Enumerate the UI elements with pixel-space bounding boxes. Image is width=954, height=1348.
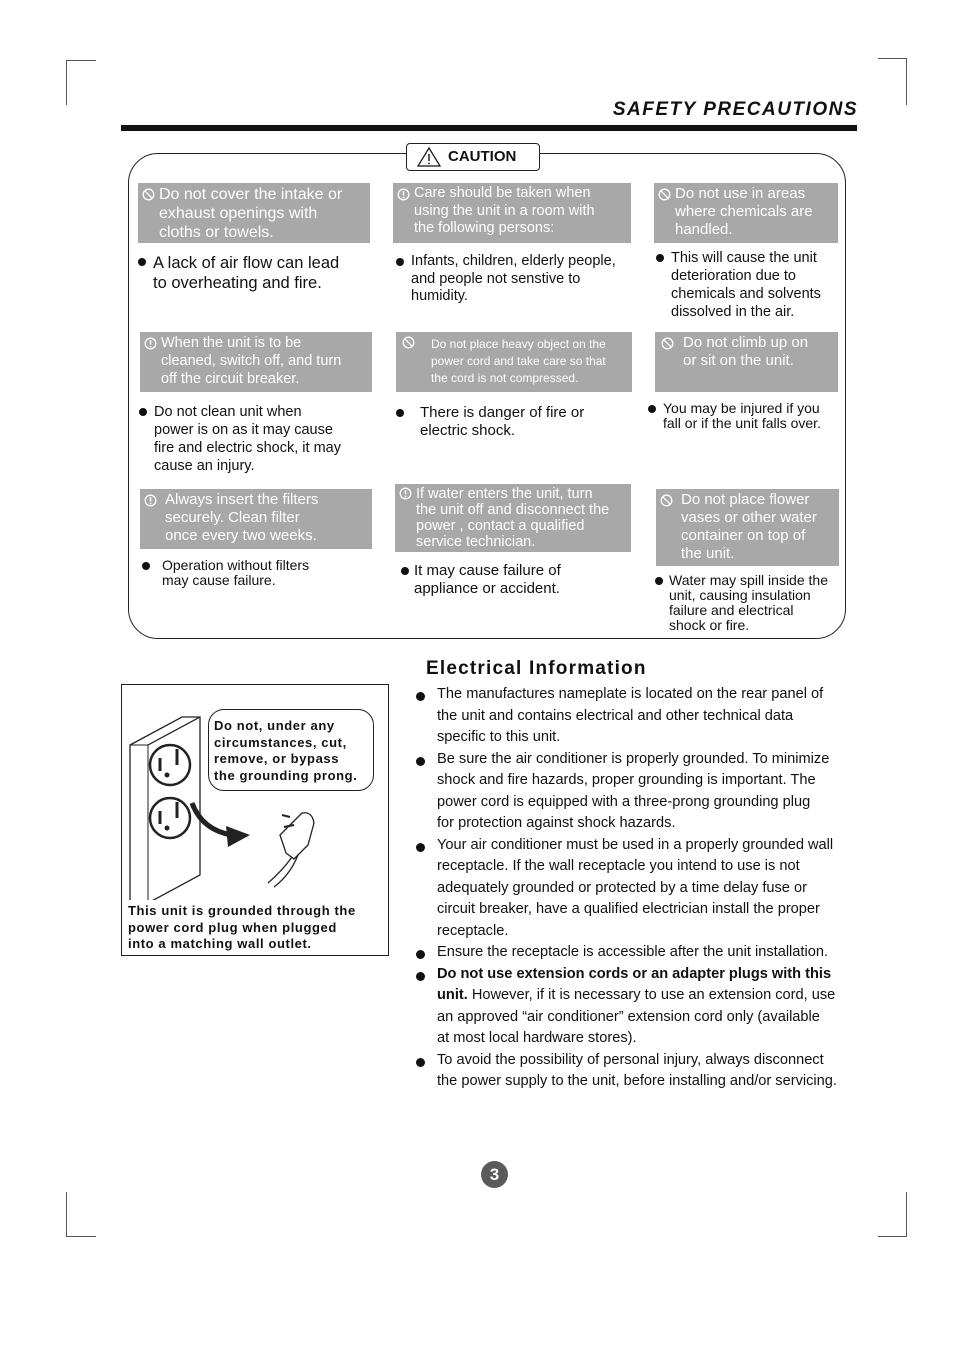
attention-icon — [397, 188, 410, 201]
crop-mark-top-left — [66, 60, 96, 105]
precaution-bullet-1: A lack of air flow can lead to overheating and fire. — [137, 253, 339, 293]
precaution-box-9: Do not place flower vases or other water container on top of the unit. — [656, 489, 839, 566]
prohibited-icon — [661, 337, 674, 350]
precaution-box-4: When the unit is to be cleaned, switch off, and turn off the circuit breaker. — [140, 332, 372, 392]
precaution-bullet-6: You may be injured if you fall or if the unit falls over. — [647, 401, 821, 431]
precaution-box-2: Care should be taken when using the unit in a room with the following persons: — [393, 183, 631, 243]
precaution-bullet-5: There is danger of fire or electric shock. — [395, 404, 584, 440]
precaution-bullet-7: Operation without filters may cause failure. — [141, 558, 309, 588]
illustration-caption: This unit is grounded through the power cord plug when plugged into a matching wall outlet. — [128, 903, 356, 951]
precaution-box-1: Do not cover the intake or exhaust openings with cloths or towels. — [138, 183, 370, 243]
precaution-box-5: Do not place heavy object on the power cord and take care so that the cord is not compressed. — [396, 332, 632, 392]
list-item: Be sure the air conditioner is properly grounded. To minimize shock and fire hazards, proper grounding is important. The power cord is equipped with a three-prong grounding plug for protection against shock hazards. — [414, 749, 864, 835]
precaution-box-7: Always insert the filters securely. Clean filter once every two weeks. — [140, 489, 372, 549]
prohibited-icon — [402, 336, 415, 349]
attention-icon — [144, 494, 157, 507]
precaution-bullet-8: It may cause failure of appliance or accident. — [400, 562, 561, 598]
list-item: The manufactures nameplate is located on the rear panel of the unit and contains electrical and other technical data specific to this unit. — [414, 684, 864, 749]
list-item: Ensure the receptacle is accessible after the unit installation. — [414, 942, 864, 964]
precaution-bullet-4: Do not clean unit when power is on as it may cause fire and electric shock, it may cause an injury. — [138, 403, 341, 475]
prohibited-icon — [142, 188, 155, 201]
precaution-bullet-3: This will cause the unit deterioration due to chemicals and solvents dissolved in the air. — [655, 249, 821, 321]
crop-mark-top-right — [878, 58, 907, 105]
warning-triangle-icon — [417, 147, 441, 167]
header-rule — [121, 125, 857, 131]
list-item: Do not use extension cords or an adapter plugs with this unit. However, if it is necessary to use an extension cord, use an approved “air conditioner” extension cord only (available at most local hardware stores). — [414, 964, 864, 1050]
grounding-illustration — [121, 684, 389, 956]
precaution-box-8: If water enters the unit, turn the unit off and disconnect the power , contact a qualified service technician. — [395, 484, 631, 552]
page-number: 3 — [481, 1161, 508, 1188]
precaution-box-3: Do not use in areas where chemicals are handled. — [654, 183, 838, 243]
crop-mark-bottom-left — [66, 1192, 96, 1237]
precaution-bullet-2: Infants, children, elderly people, and people not senstive to humidity. — [395, 253, 616, 306]
caution-text: CAUTION — [448, 148, 517, 165]
page-title: SAFETY PRECAUTIONS — [612, 99, 858, 120]
prohibited-icon — [658, 188, 671, 201]
electrical-info-list — [414, 684, 864, 1093]
precaution-bullet-9: Water may spill inside the unit, causing insulation failure and electrical shock or fire. — [654, 573, 828, 633]
prohibited-icon — [660, 494, 673, 507]
list-item: To avoid the possibility of personal injury, always disconnect the power supply to the unit, before installing and/or servicing. — [414, 1050, 864, 1093]
attention-icon — [144, 337, 157, 350]
precaution-box-6: Do not climb up on or sit on the unit. — [655, 332, 838, 392]
crop-mark-bottom-right — [878, 1192, 907, 1237]
section-title: Electrical Information — [426, 658, 647, 679]
warning-bubble: Do not, under any circumstances, cut, remove, or bypass the grounding prong. — [208, 709, 374, 791]
list-item: Your air conditioner must be used in a properly grounded wall receptacle. If the wall receptacle you intend to use is not adequately grounded or protected by a time delay fuse or circuit breaker, have a qualified electrician install the proper receptacle. — [414, 835, 864, 943]
attention-icon — [399, 487, 412, 500]
caution-label — [406, 143, 540, 171]
